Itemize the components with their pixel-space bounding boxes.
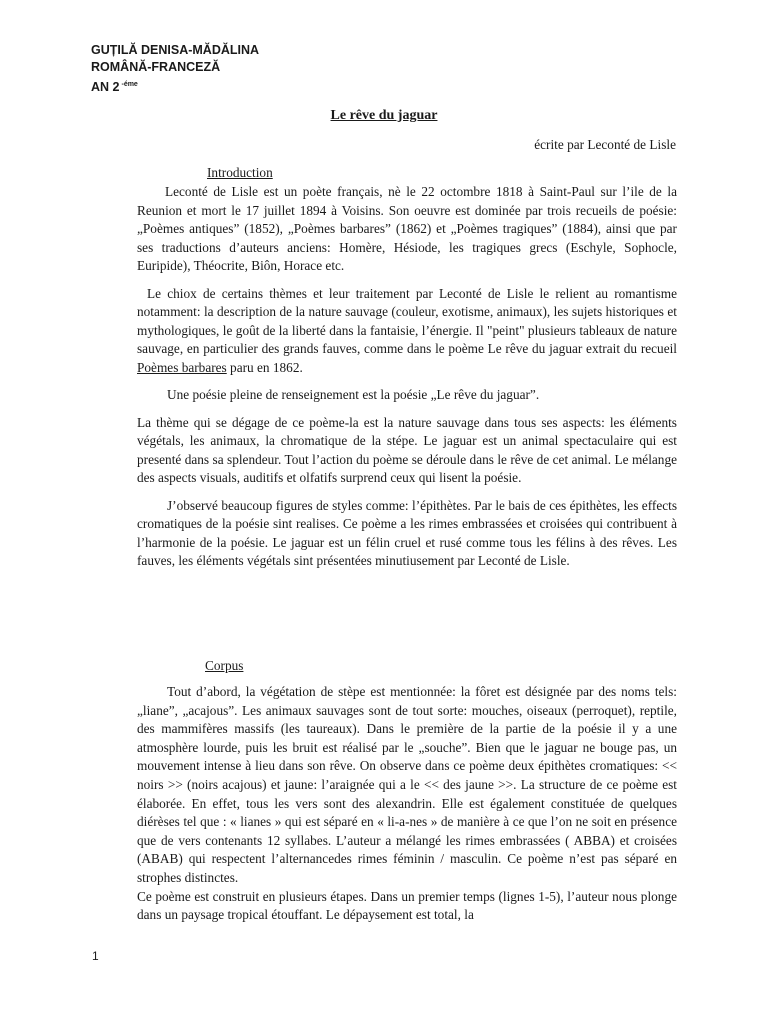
student-name: GUȚILĂ DENISA-MĂDĂLINA (91, 43, 260, 57)
language-program: ROMÂNĂ-FRANCEZĂ (91, 60, 221, 74)
paragraph-7: Ce poème est construit en plusieurs étapes. Dans un premier temps (lignes 1-5), l’auteur nous plonge dans un paysage tropical étouffant. Le dépaysement est total, la (137, 888, 677, 923)
section-heading-introduction: Introduction (207, 165, 273, 180)
introduction-body (137, 183, 677, 580)
paragraph-1: Leconté de Lisle est un poète français, nè le 22 octombre 1818 à Saint-Paul sur l’ile de la Reunion et mort le 17 juillet 1894 à Voisins. Son oeuvre est dominée par trois recueils de poésie: „Poèmes antiques” (1852), „Poèmes barbares” (1862) et „Poèmes tragiques” (1884), ainsi que par ses traductions d’auteurs anciens: Homère, Hésiode, les tragiques grecs (Eschyle, Sophocle, Euripide), Théocrite, Biôn, Horace etc. (137, 184, 677, 273)
document-title: Le rêve du jaguar (330, 108, 438, 123)
paragraph-4: La thème qui se dégage de ce poème-la est la nature sauvage dans tous ses aspects: les éléments végétals, les animaux, la chromatique de la stépe. Le jaguar est un animal spectaculaire qui est presenté dans sa splendeur. Tout l’action du poème se déroule dans le rêve de cet animal. Le mélange des aspects visuals, auditifs et olfatifs surprend ceux qui lisent la poésie. (137, 414, 677, 485)
paragraph-2-text-a: Le chiox de certains thèmes et leur traitement par Leconté de Lisle le relient au romantisme notamment: la description de la nature sauvage (couleur, exotisme, animaux), les sujets historiques et mythologiques, le goût de la liberté dans la fantaisie, l’énergie. Il "peint" plusieurs tableaux de nature sauvage, en particulier des grands fauves, comme dans le poème Le rêve du jaguar extrait du recueil (137, 285, 677, 356)
section-heading-corpus: Corpus (205, 658, 244, 673)
collection-title: Poèmes barbares (137, 359, 227, 375)
student-header (91, 42, 259, 96)
paragraph-6: Tout d’abord, la végétation de stèpe est mentionnée: la fôret est désignée par des noms tels: „liane”, „acajous”. Les animaux sauvages sont de tout sorte: mouches, oiseaux (perroquet), reptile, des mammifères massifs (les taureaux). Dans le première de la partie de la poésie il y a une atmosphère lourde, puis les bruit est réalisé par le „souche”. Bien que le jaguar ne bouge pas, un mouvement intense à lieu dans son rêve. On observe dans ce poème deux épithètes cromatiques: << noirs >> (noirs acajous) et jaune: l’araignée qui a le << des jaune >>. La structure de ce poème est élaborée. En effet, tous les vers sont des alexandrin. Elle est également constituée de quelques diérèses tel que : « lianes » qui est séparé en « li-a-nes » de manière à ce que l’on ne soit en présence que de vers contenants 12 syllabes. L’auteur a mélangé les rimes embrassées ( ABBA) et croisées (ABAB) qui respectent l’alternancedes rimes féminin / masculin. Ce poème n’est pas séparé en strophes distinctes. (137, 684, 677, 885)
author-line: écrite par Leconté de Lisle (534, 137, 676, 152)
paragraph-2-text-b: paru en 1862. (226, 359, 303, 375)
corpus-body (137, 683, 677, 925)
study-year-text: AN 2 (91, 80, 120, 95)
page-number: 1 (92, 949, 99, 963)
paragraph-2 (137, 285, 677, 378)
study-year-suffix: -éme (121, 81, 138, 88)
paragraph-5: J’observé beaucoup figures de styles comme: l’épithètes. Par le bais de ces épithètes, les effects cromatiques de la poésie sint realises. Ce poème a les rimes embrassées et croisées qui contribuent à l’harmonie de la poésie. Le jaguar est un félin cruel et rusé comme tous les félins à des rêves. Les fauves, les éléments végétals sint présentées minutiusement par Leconté de Lisle. (137, 497, 677, 568)
paragraph-3: Une poésie pleine de renseignement est la poésie „Le rêve du jaguar”. (167, 387, 540, 402)
study-year (91, 76, 259, 96)
